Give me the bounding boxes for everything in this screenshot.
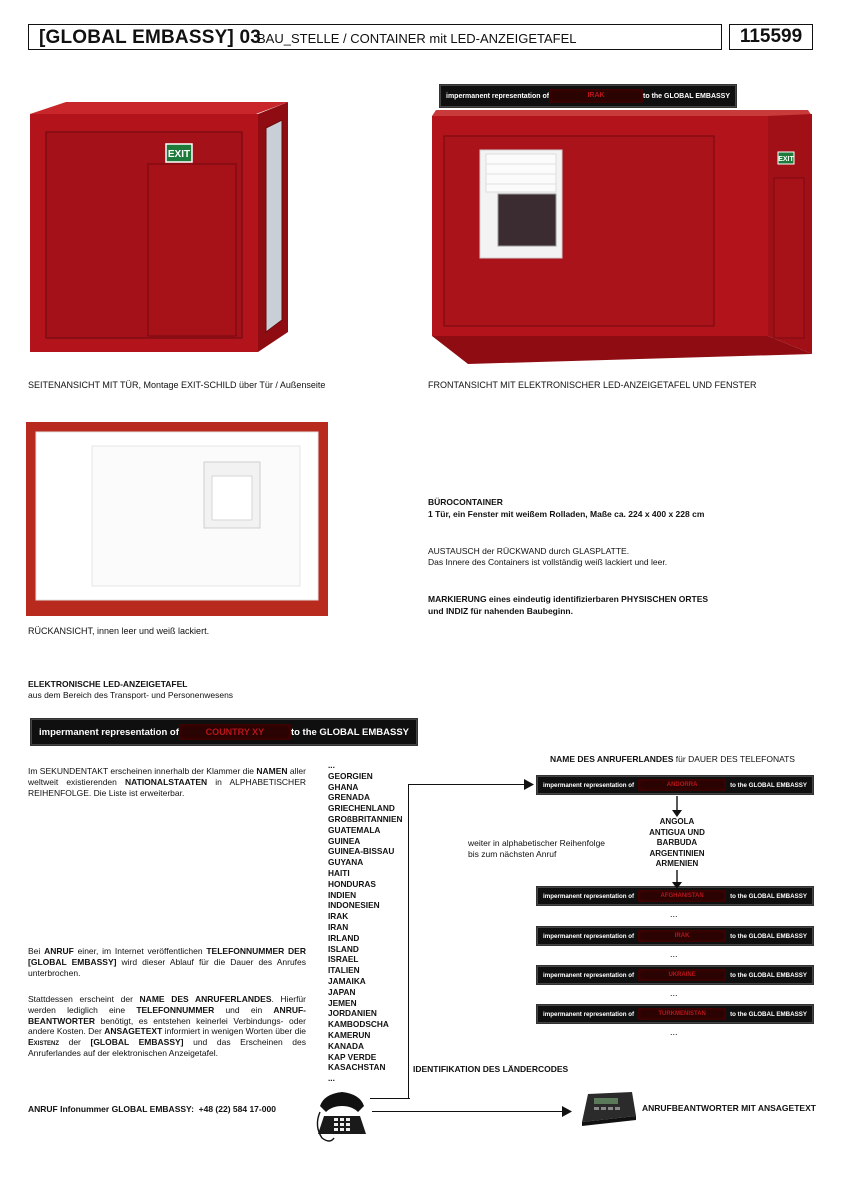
- led-section-title: ELEKTRONISCHE LED-ANZEIGETAFEL: [28, 679, 188, 689]
- page-subtitle: BAU_STELLE / CONTAINER mit LED-ANZEIGETAFEL: [257, 31, 577, 46]
- led-field: AFGHANISTAN: [638, 890, 726, 902]
- arrow-right-icon: [562, 1106, 574, 1118]
- telephone-icon: [312, 1086, 372, 1146]
- country-item: KASACHSTAN: [328, 1062, 386, 1073]
- document-number: 115599: [729, 24, 813, 50]
- country-item: GUINEA-BISSAU: [328, 846, 395, 857]
- ellipsis: ...: [670, 1027, 678, 1037]
- answering-machine-icon: [580, 1090, 636, 1126]
- next-country-item: ANTIGUA UND: [649, 827, 705, 837]
- led-suffix: to the GLOBAL EMBASSY: [730, 971, 807, 979]
- led-prefix: impermanent representation of: [39, 726, 179, 738]
- country-list: [328, 760, 403, 1084]
- answering-machine-label: ANRUFBEANTWORTER MIT ANSAGETEXT: [642, 1103, 816, 1113]
- phone-line: ANRUF Infonummer GLOBAL EMBASSY: +48 (22) 584 17-000: [28, 1104, 276, 1114]
- led-section-subtitle: aus dem Bereich des Transport- und Personenwesens: [28, 690, 234, 700]
- continue-text2: bis zum nächsten Anruf: [468, 849, 557, 859]
- led-prefix: impermanent representation of: [543, 1010, 635, 1018]
- country-item: ISLAND: [328, 943, 359, 954]
- caller-led-sign: [536, 775, 814, 795]
- country-item: INDIEN: [328, 889, 357, 900]
- ellipsis: ...: [670, 988, 678, 998]
- caller-led-sign: [536, 965, 814, 985]
- country-item: HAITI: [328, 867, 350, 878]
- led-prefix: impermanent representation of: [543, 932, 635, 940]
- connector-line: [370, 1098, 410, 1099]
- connector-line: [408, 784, 528, 785]
- identification-label: IDENTIFIKATION DES LÄNDERCODES: [413, 1064, 569, 1074]
- page-title: [GLOBAL EMBASSY] 03: [39, 27, 261, 48]
- country-item: GHANA: [328, 781, 359, 792]
- ellipsis: ...: [670, 949, 678, 959]
- country-item: KANADA: [328, 1040, 364, 1051]
- container-line2: Das Innere des Containers ist vollständig weiß lackiert und leer.: [428, 557, 668, 567]
- explanation-p2: Bei ANRUF einer, im Internet veröffentlichen TELEFONNUMMER DER [GLOBAL EMBASSY] wird dieser Ablauf für die Dauer des Anrufes unterbrochen.: [28, 946, 307, 978]
- continue-text1: weiter in alphabetischer Reihenfolge: [468, 838, 606, 848]
- explanation-p3: Stattdessen erscheint der NAME DES ANRUFERLANDES. Hierfür werden lediglich eine TELEFONNUMMER und ein ANRUF-BEANTWORTER benötigt, es entstehen keinerlei Verbindungs- oder andere Kosten. Der ANSAGETEXT informiert in wenigen Worten über die Existenz der [GLOBAL EMBASSY] und das Erscheinen des Anruferlandes auf der elektronischen Anzeigetafel.: [28, 994, 306, 1058]
- country-item: IRAK: [328, 911, 349, 922]
- arrow-down-icon: [671, 796, 683, 818]
- country-item: IRLAND: [328, 932, 360, 943]
- led-field: TURKMENISTAN: [638, 1008, 726, 1020]
- next-country-item: BARBUDA: [656, 838, 698, 848]
- side-view-image: [26, 100, 302, 358]
- container-marking1: MARKIERUNG eines eindeutig identifizierbaren PHYSISCHEN ORTES: [428, 594, 709, 604]
- rear-view-image: [26, 422, 330, 618]
- container-line1: AUSTAUSCH der RÜCKWAND durch GLASPLATTE.: [428, 546, 630, 556]
- top-led-sign: [439, 84, 737, 108]
- next-country-list: [636, 817, 718, 870]
- led-suffix: to the GLOBAL EMBASSY: [643, 92, 730, 100]
- country-item: ...: [328, 760, 335, 770]
- country-item: KAMERUN: [328, 1029, 371, 1040]
- country-item: GRIECHENLAND: [328, 803, 395, 814]
- led-field: ANDORRA: [638, 779, 726, 791]
- connector-line: [372, 1111, 566, 1112]
- caller-title: NAME DES ANRUFERLANDES für DAUER DES TELEFONATS: [550, 754, 795, 764]
- country-item: GEORGIEN: [328, 770, 373, 781]
- led-prefix: impermanent representation of: [543, 971, 635, 979]
- led-field: IRAK: [638, 930, 726, 942]
- side-view-caption: SEITENANSICHT MIT TÜR, Montage EXIT-SCHILD über Tür / Außenseite: [28, 380, 326, 390]
- led-prefix: impermanent representation of: [543, 781, 635, 789]
- ellipsis: ...: [670, 909, 678, 919]
- country-item: IRAN: [328, 921, 349, 932]
- country-item: JEMEN: [328, 997, 357, 1008]
- front-view-caption: FRONTANSICHT MIT ELEKTRONISCHER LED-ANZEIGETAFEL UND FENSTER: [428, 380, 757, 390]
- country-item: GUATEMALA: [328, 824, 381, 835]
- led-suffix: to the GLOBAL EMBASSY: [730, 892, 807, 900]
- container-specs: 1 Tür, ein Fenster mit weißem Rolladen, Maße ca. 224 x 400 x 228 cm: [428, 509, 705, 519]
- led-suffix: to the GLOBAL EMBASSY: [730, 932, 807, 940]
- exit-sign-text: EXIT: [778, 156, 794, 163]
- arrow-right-icon: [524, 779, 536, 791]
- exit-sign-text: EXIT: [167, 149, 191, 160]
- header-box: [28, 24, 722, 50]
- container-marking2: und INDIZ für nahenden Baubeginn.: [428, 606, 573, 616]
- led-field: IRAK: [549, 89, 643, 103]
- country-item: GRENADA: [328, 792, 370, 803]
- container-title: BÜROCONTAINER: [428, 497, 503, 507]
- next-country-item: ARGENTINIEN: [649, 848, 705, 858]
- country-item: GUYANA: [328, 857, 364, 868]
- connector-line: [408, 784, 409, 1098]
- country-item: ISRAEL: [328, 954, 359, 965]
- country-item: HONDURAS: [328, 878, 376, 889]
- main-led-sign: [30, 718, 418, 746]
- led-field: COUNTRY XY: [179, 724, 291, 740]
- explanation-p1: Im SEKUNDENTAKT erscheinen innerhalb der Klammer die NAMEN aller weltweit existierenden NATIONALSTAATEN in ALPHABETISCHER REIHENFOLGE. Die Liste ist erweiterbar.: [28, 766, 307, 798]
- caller-led-sign: [536, 926, 814, 946]
- led-field: UKRAINE: [638, 969, 726, 981]
- front-view-image: [428, 108, 816, 370]
- arrow-down-icon: [671, 870, 683, 890]
- country-item: JORDANIEN: [328, 1008, 377, 1019]
- led-prefix: impermanent representation of: [543, 892, 635, 900]
- country-item: GUINEA: [328, 835, 361, 846]
- country-item: KAMBODSCHA: [328, 1019, 389, 1030]
- led-prefix: impermanent representation of: [446, 92, 550, 100]
- rear-view-caption: RÜCKANSICHT, innen leer und weiß lackiert.: [28, 626, 210, 636]
- led-suffix: to the GLOBAL EMBASSY: [730, 1010, 807, 1018]
- led-suffix: to the GLOBAL EMBASSY: [290, 726, 409, 738]
- led-suffix: to the GLOBAL EMBASSY: [730, 781, 807, 789]
- country-item: ...: [328, 1073, 335, 1084]
- country-item: INDONESIEN: [328, 900, 380, 911]
- country-item: JAMAIKA: [328, 975, 366, 986]
- caller-led-sign: [536, 1004, 814, 1024]
- next-country-item: ARMENIEN: [655, 859, 699, 869]
- country-item: KAP VERDE: [328, 1051, 377, 1062]
- country-item: ITALIEN: [328, 965, 360, 976]
- next-country-item: ANGOLA: [659, 817, 695, 826]
- country-item: JAPAN: [328, 986, 356, 997]
- country-item: GROßBRITANNIEN: [328, 813, 403, 824]
